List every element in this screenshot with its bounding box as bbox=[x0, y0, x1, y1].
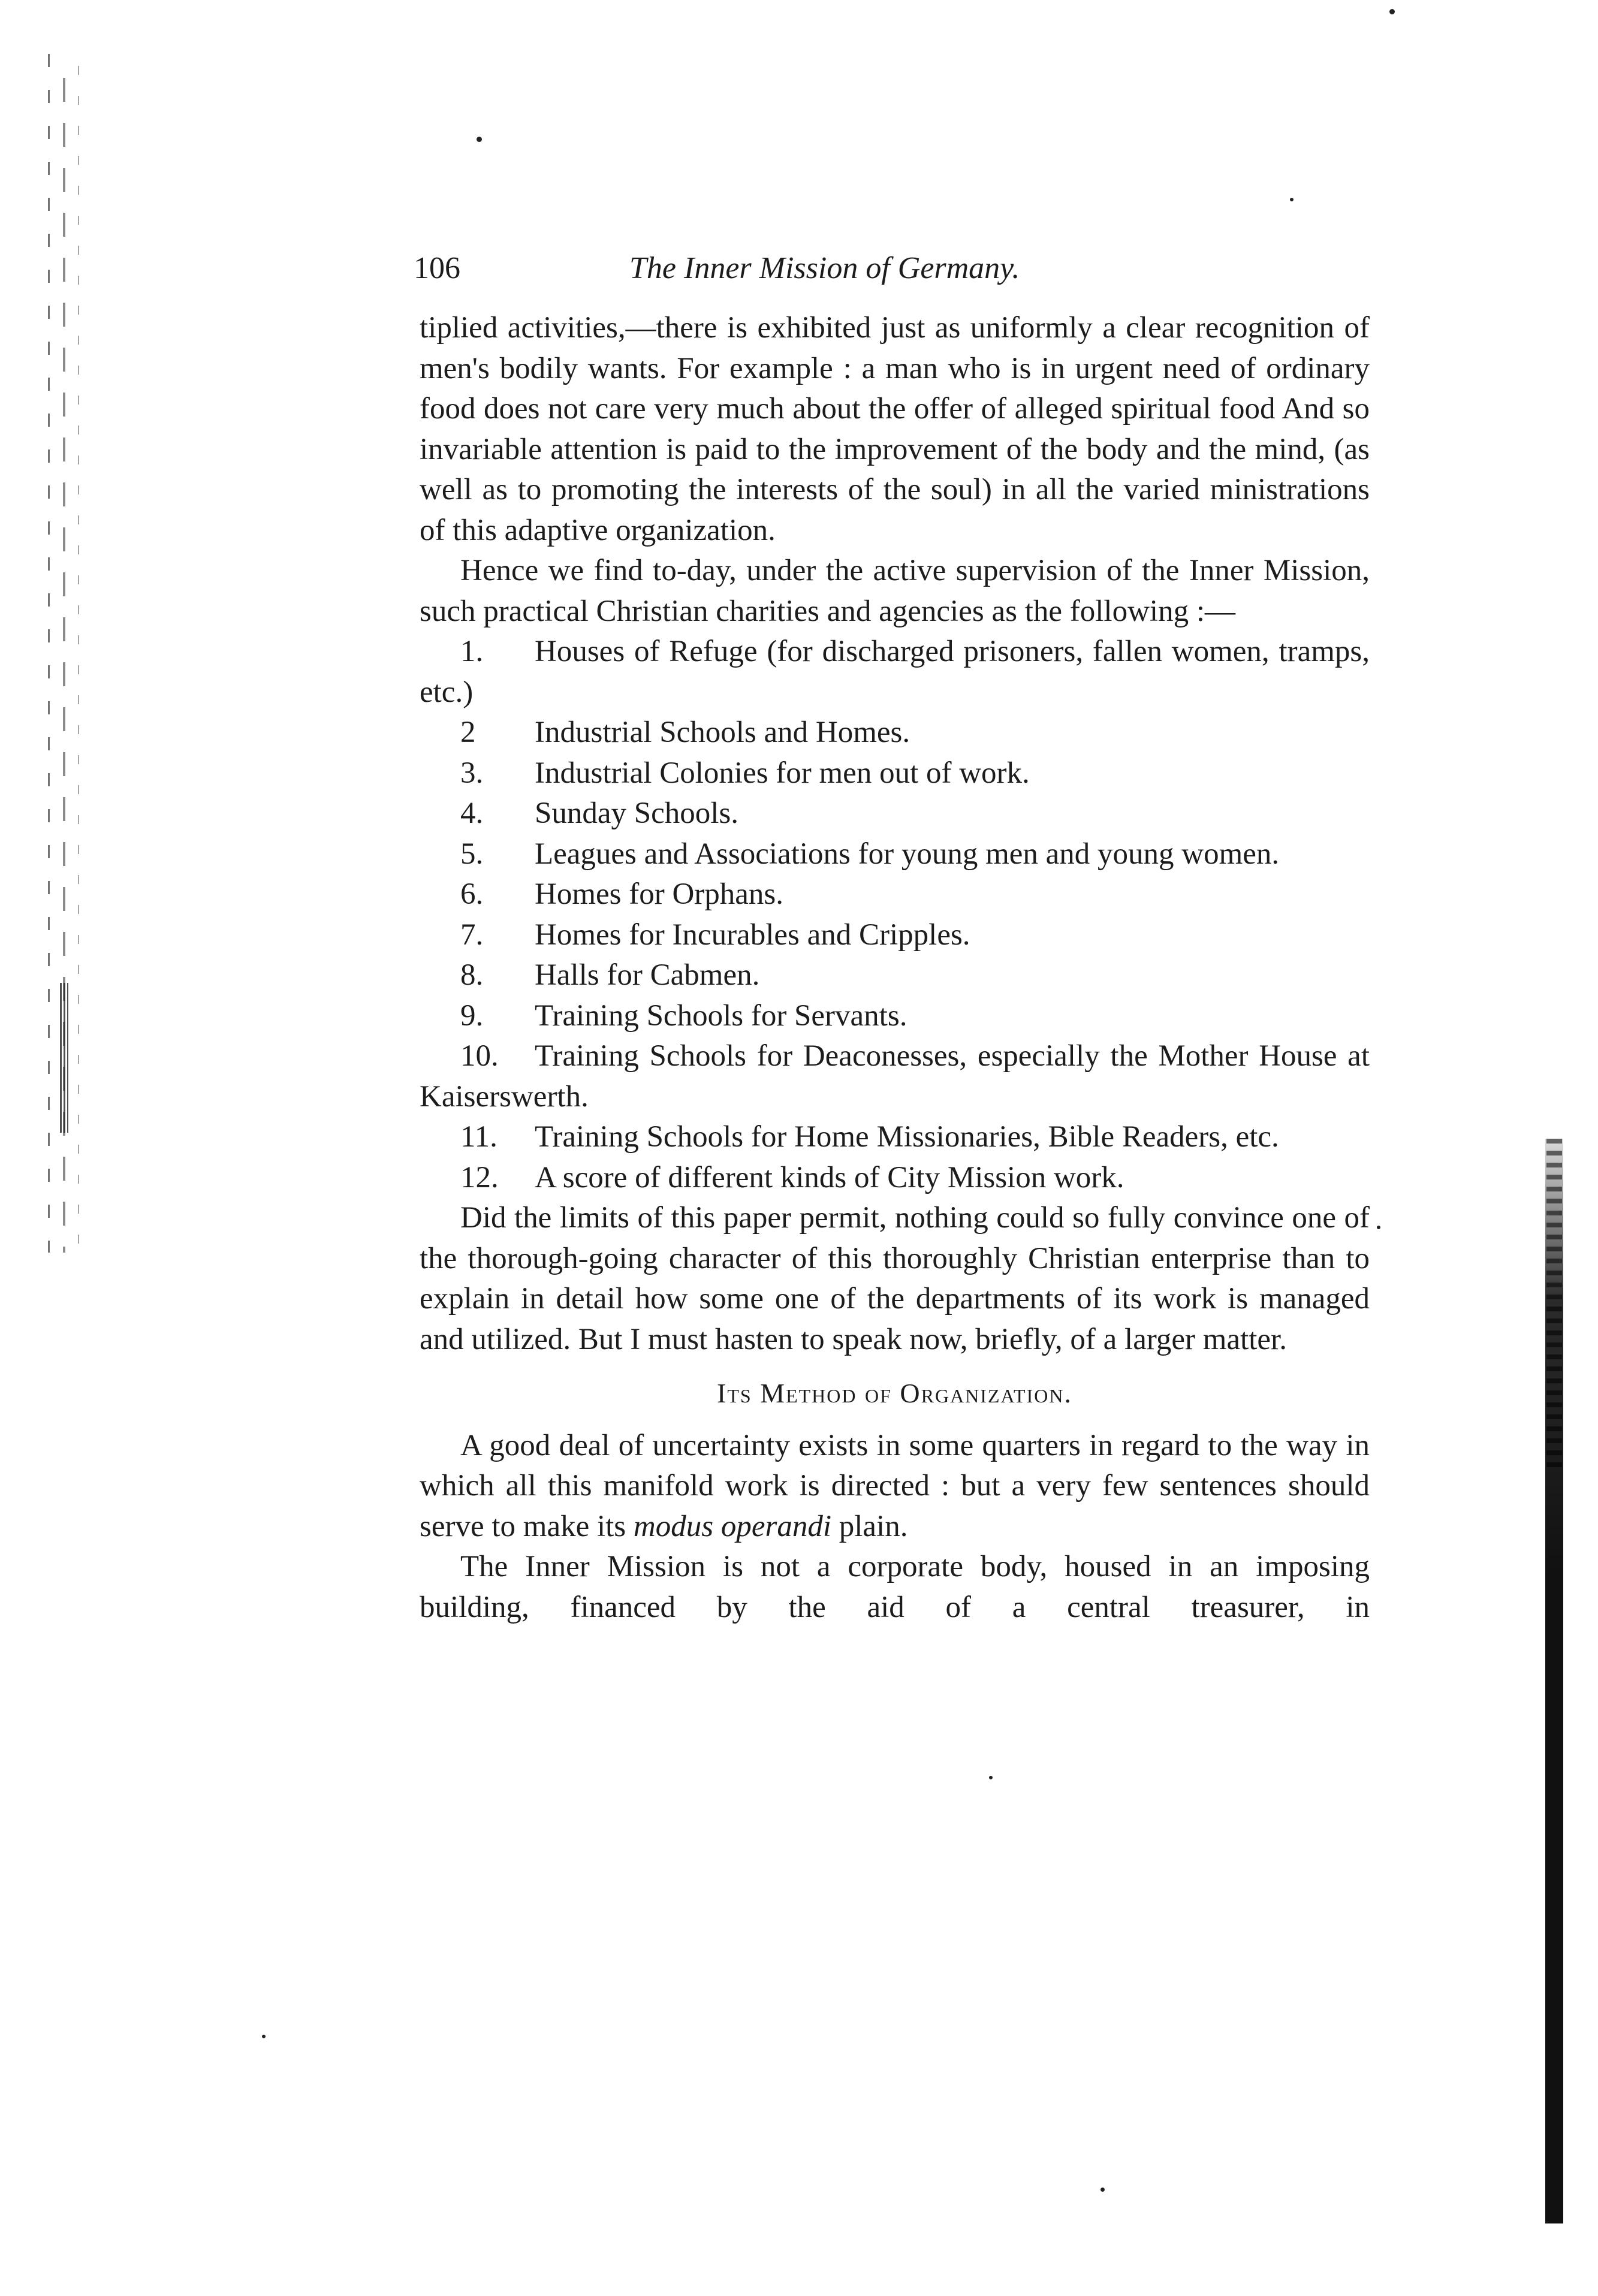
list-item-text: Training Schools for Servants. bbox=[535, 998, 907, 1033]
scan-speck bbox=[1377, 1226, 1380, 1229]
list-item-number: 12. bbox=[460, 1160, 499, 1194]
list-item-text: Leagues and Associations for young men and young women. bbox=[535, 837, 1280, 871]
list-item-number: 4. bbox=[460, 796, 484, 830]
list-item-text: Halls for Cabmen. bbox=[535, 958, 760, 992]
page-edge-shadow-faint bbox=[1546, 1139, 1562, 1474]
list-item-text: Homes for Incurables and Cripples. bbox=[535, 918, 970, 952]
paragraph-4 bbox=[420, 1426, 1370, 1547]
list-item bbox=[420, 996, 1370, 1037]
list-item-number: 11. bbox=[460, 1120, 498, 1154]
list-item bbox=[420, 713, 1370, 753]
running-head: The Inner Mission of Germany. bbox=[629, 251, 1020, 285]
list-item bbox=[420, 915, 1370, 956]
paragraph-4-italic: modus operandi bbox=[633, 1509, 831, 1543]
list-item bbox=[420, 955, 1370, 996]
list-item bbox=[420, 1117, 1370, 1158]
list-item-number: 6. bbox=[460, 877, 484, 911]
list-item-number: 2 bbox=[460, 716, 476, 749]
list-item-text: Houses of Refuge (for discharged prisoners, fallen women, tramps, etc.) bbox=[420, 635, 1370, 709]
list-item bbox=[420, 1036, 1370, 1117]
list-item-number: 10. bbox=[460, 1039, 499, 1073]
list-item-text: A score of different kinds of City Mission work. bbox=[535, 1160, 1124, 1194]
agencies-list bbox=[420, 632, 1370, 1198]
scan-speck bbox=[1100, 2188, 1105, 2192]
paragraph-4-end: plain. bbox=[831, 1509, 908, 1543]
page-number: 106 bbox=[414, 251, 460, 285]
list-item-text: Training Schools for Deaconesses, especially the Mother House at Kaiserswerth. bbox=[420, 1039, 1370, 1114]
list-item-number: 9. bbox=[460, 998, 484, 1033]
list-item-text: Industrial Colonies for men out of work. bbox=[535, 756, 1030, 790]
scan-speck bbox=[477, 137, 482, 142]
binding-shadow bbox=[42, 54, 108, 1253]
list-item-number: 7. bbox=[460, 918, 484, 952]
list-item-number: 8. bbox=[460, 958, 484, 992]
binding-shadow-dark bbox=[60, 983, 68, 1133]
list-item bbox=[420, 632, 1370, 713]
list-item-text: Training Schools for Home Missionaries, Bible Readers, etc. bbox=[535, 1120, 1279, 1154]
list-item-number: 3. bbox=[460, 756, 484, 790]
body-text bbox=[420, 308, 1370, 1628]
scan-speck bbox=[1389, 9, 1395, 14]
list-item-number: 1. bbox=[460, 635, 484, 668]
page-header bbox=[414, 251, 1373, 304]
list-item bbox=[420, 874, 1370, 915]
scan-speck bbox=[262, 2035, 266, 2038]
scan-speck bbox=[989, 1776, 993, 1779]
paragraph-3: Did the limits of this paper permit, nothing could so fully convince one of the thorough-going character of this thoroughly Christian enterprise than to explain in detail how some one of the departments of its work is managed and utilized. But I must hasten to speak now, briefly, of a larger matter. bbox=[420, 1201, 1370, 1356]
paragraph-1: tiplied activities,—there is exhibited just as uniformly a clear recognition of men's bodily wants. For example : a man who is in urgent need of ordinary food does not care very much about the offer of alleged spiritual food And so invariable attention is paid to the improvement of the body and the mind, (as well as to promoting the interests of the soul) in all the varied ministrations of this adaptive organization. bbox=[420, 311, 1370, 547]
paragraph-5: The Inner Mission is not a corporate body, housed in an imposing building, financed by the aid of a central treasurer, in bbox=[420, 1550, 1370, 1624]
list-item bbox=[420, 1158, 1370, 1199]
scan-speck bbox=[1290, 198, 1294, 201]
section-heading: Its Method of Organization. bbox=[717, 1378, 1072, 1408]
list-item-number: 5. bbox=[460, 837, 484, 871]
list-item-text: Homes for Orphans. bbox=[535, 877, 783, 911]
list-item-text: Sunday Schools. bbox=[535, 796, 739, 830]
list-item bbox=[420, 753, 1370, 794]
paragraph-2: Hence we find to-day, under the active supervision of the Inner Mission, such practical Christian charities and agencies as the following :— bbox=[420, 554, 1370, 628]
paragraph-4-text: A good deal of uncertainty exists in some quarters in regard to the way in which all this manifold work is directed : but a very few sentences should serve to make its bbox=[420, 1428, 1370, 1543]
list-item-text: Industrial Schools and Homes. bbox=[535, 716, 910, 749]
list-item bbox=[420, 834, 1370, 875]
list-item bbox=[420, 794, 1370, 834]
